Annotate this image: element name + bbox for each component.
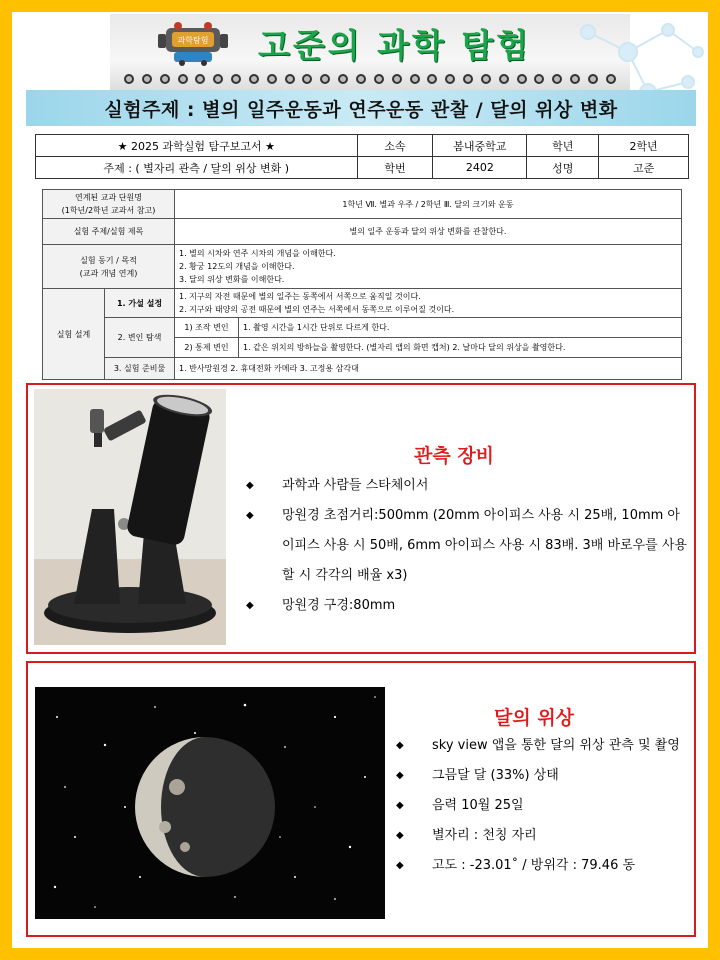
list-item xyxy=(396,851,692,881)
list-item xyxy=(246,471,690,501)
student-id-label: 학번 xyxy=(357,157,433,179)
report-title: ★ 2025 과학실험 탐구보고서 ★ xyxy=(36,135,358,157)
diamond-bullet-icon: ◆ xyxy=(396,770,404,781)
equipment-title: 관측 장비 xyxy=(414,445,495,467)
diamond-bullet-icon: ◆ xyxy=(396,860,404,871)
experiment-plan-table xyxy=(42,189,682,380)
motive-label-cell xyxy=(43,245,175,289)
diamond-bullet-icon: ◆ xyxy=(246,510,254,521)
hypothesis-item: 1. 지구의 자전 때문에 별의 일주는 동쪽에서 서쪽으로 움직일 것이다. xyxy=(179,292,421,301)
equipment-bullet-text: 과학과 사람들 스타체이서 xyxy=(282,478,429,493)
moon-bullet-text: 별자리 : 천칭 자리 xyxy=(432,828,537,843)
hypothesis-list xyxy=(175,289,682,318)
manipulated-variable-value: 1. 촬영 시간을 1시간 단위로 다르게 한다. xyxy=(239,318,682,338)
unit-sublabel: (1학년/2학년 교과서 참고) xyxy=(61,206,156,215)
report-subject: 주제 : ( 별자리 관측 / 달의 위상 변화 ) xyxy=(36,157,358,179)
diamond-bullet-icon: ◆ xyxy=(396,830,404,841)
diamond-bullet-icon: ◆ xyxy=(246,480,254,491)
motive-item: 1. 별의 시차와 연주 시차의 개념을 이해한다. xyxy=(179,249,336,258)
student-info-table xyxy=(35,134,689,179)
affiliation-value: 봄내중학교 xyxy=(433,135,527,157)
unit-label: 연계된 교과 단원명 xyxy=(75,193,142,202)
name-label: 성명 xyxy=(527,157,599,179)
manipulated-variable-label: 1) 조작 변인 xyxy=(175,318,239,338)
diamond-bullet-icon: ◆ xyxy=(396,740,404,751)
grade-value: 2학년 xyxy=(599,135,689,157)
equipment-section xyxy=(26,383,696,654)
materials-label: 3. 실험 준비물 xyxy=(105,358,175,380)
motive-label: 실험 동기 / 목적 xyxy=(80,255,137,265)
controlled-variable-value: 1. 같은 위치의 방하늘을 촬영한다. (별자리 앱의 화면 캡처) 2. 날마다 달의 위상을 촬영한다. xyxy=(239,338,682,358)
moon-bullet-text: 그믐달 달 (33%) 상태 xyxy=(432,768,559,783)
affiliation-label: 소속 xyxy=(357,135,433,157)
banner-title: 고준의 과학 탐험 xyxy=(258,26,532,65)
grade-label: 학년 xyxy=(527,135,599,157)
materials-value: 1. 반사망원경 2. 휴대전화 카메라 3. 고정용 삼각대 xyxy=(175,358,682,380)
title-label: 실험 주제/실험 제목 xyxy=(43,219,175,245)
title-banner xyxy=(110,14,630,92)
moon-phase-section xyxy=(26,661,696,937)
telescope-photo xyxy=(34,389,226,645)
moon-phase-title: 달의 위상 xyxy=(494,707,575,729)
moon-bullet-list xyxy=(396,731,692,881)
motive-item: 3. 달의 위상 변화를 이해한다. xyxy=(179,275,285,284)
diamond-bullet-icon: ◆ xyxy=(246,600,254,611)
variable-label: 2. 변인 탐색 xyxy=(105,318,175,358)
experiment-topic-bar xyxy=(26,90,696,126)
list-item xyxy=(246,591,690,621)
list-item xyxy=(396,731,692,761)
moon-bullet-text: 음력 10월 25일 xyxy=(432,798,524,813)
report-page xyxy=(12,12,708,948)
name-value: 고준 xyxy=(599,157,689,179)
motive-list xyxy=(175,245,682,289)
equipment-bullet-text: 망원경 구경:80mm xyxy=(282,598,396,613)
hypothesis-label: 1. 가설 설정 xyxy=(105,289,175,318)
moon-bullet-text: sky view 앱을 통한 달의 위상 관측 및 촬영 xyxy=(432,738,680,753)
equipment-bullet-list xyxy=(246,471,690,621)
motive-item: 2. 황궁 12도의 개념을 이해한다. xyxy=(179,262,295,271)
controlled-variable-label: 2) 통제 변인 xyxy=(175,338,239,358)
robot-sign: 과학탐험 xyxy=(177,36,209,45)
unit-value: 1학년 Ⅶ. 별과 우주 / 2학년 Ⅲ. 달의 크기와 운동 xyxy=(175,190,682,219)
list-item xyxy=(396,821,692,851)
moon-bullet-text: 고도 : -23.01˚ / 방위각 : 79.46 동 xyxy=(432,858,636,873)
list-item xyxy=(396,761,692,791)
robot-icon xyxy=(158,22,228,66)
list-item xyxy=(246,501,690,591)
motive-sublabel: (교과 개념 연계) xyxy=(79,268,138,278)
title-value: 별의 일주 운동과 달의 위상 변화를 관찰한다. xyxy=(175,219,682,245)
unit-label-cell xyxy=(43,190,175,219)
experiment-topic: 실험주제 : 별의 일주운동과 연주운동 관찰 / 달의 위상 변화 xyxy=(104,98,618,121)
student-id-value: 2402 xyxy=(433,157,527,179)
list-item xyxy=(396,791,692,821)
moon-photo xyxy=(35,687,385,919)
design-label: 실험 설계 xyxy=(43,289,105,380)
hypothesis-item: 2. 지구와 태양의 공전 때문에 별의 연주는 서쪽에서 동쪽으로 이루어질 것이다. xyxy=(179,305,455,314)
conveyor-belt xyxy=(118,72,622,86)
diamond-bullet-icon: ◆ xyxy=(396,800,404,811)
equipment-bullet-text: 망원경 초점거리:500mm (20mm 아이피스 사용 시 25배, 10mm 아이피스 사용 시 50배, 6mm 아이피스 사용 시 83배. 3배 바로우를 사용할 시 각각의 배율 x3) xyxy=(282,508,687,583)
